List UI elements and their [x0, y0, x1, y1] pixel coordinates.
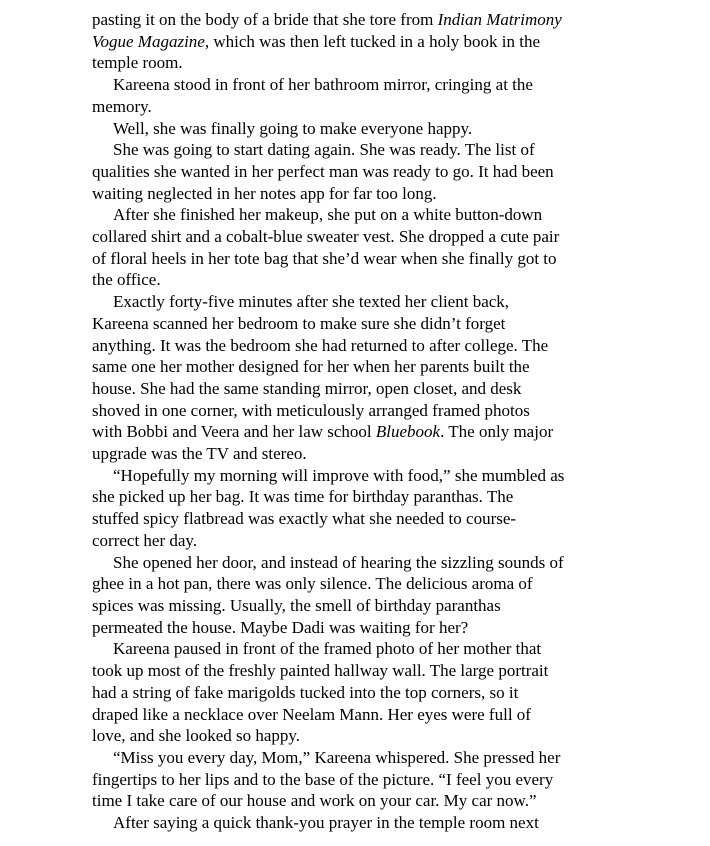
text-segment: anything. It was the bedroom she had returned to after college. The — [92, 335, 549, 355]
text-segment: stuffed spicy flatbread was exactly what she needed to course- — [92, 509, 517, 529]
text-line — [92, 356, 652, 378]
text-segment: Exactly forty-five minutes after she texted her client back, — [113, 292, 510, 312]
italic-book-title-text: Vogue Magazine — [92, 31, 205, 51]
text-line — [92, 704, 652, 726]
text-segment: qualities she wanted in her perfect man was ready to go. It had been — [92, 161, 554, 181]
text-line — [92, 421, 652, 443]
text-line — [92, 96, 652, 118]
text-segment: had a string of fake marigolds tucked into the top corners, so it — [92, 682, 519, 702]
text-line — [92, 400, 652, 422]
paragraph — [92, 9, 652, 74]
text-segment: temple room. — [92, 53, 183, 73]
text-line — [92, 486, 652, 508]
text-segment: “Hopefully my morning will improve with food,” she mumbled as — [113, 465, 565, 485]
text-line — [92, 617, 652, 639]
text-segment: “Miss you every day, Mom,” Kareena whispered. She pressed her — [113, 747, 561, 767]
text-segment: Kareena paused in front of the framed photo of her mother that — [113, 639, 542, 659]
text-line — [92, 248, 652, 270]
text-segment: Kareena scanned her bedroom to make sure she didn’t forget — [92, 313, 506, 333]
text-line — [92, 660, 652, 682]
book-page-text — [92, 9, 652, 834]
italic-book-title-text: Indian Matrimony — [437, 10, 562, 29]
text-line — [92, 313, 652, 335]
text-segment: Kareena stood in front of her bathroom mirror, cringing at the — [113, 75, 533, 95]
text-segment: After saying a quick thank-you prayer in the temple room next — [113, 813, 539, 833]
text-segment: collared shirt and a cobalt-blue sweater vest. She dropped a cute pair — [92, 227, 560, 247]
text-line — [92, 335, 652, 357]
text-segment: waiting neglected in her notes app for far too long. — [92, 183, 437, 203]
paragraph — [92, 747, 652, 812]
text-segment: draped like a necklace over Neelam Mann. Her eyes were full of — [92, 704, 531, 724]
text-line — [92, 552, 652, 574]
text-line — [92, 725, 652, 747]
text-line — [92, 573, 652, 595]
text-line — [92, 378, 652, 400]
text-line — [92, 747, 652, 769]
text-segment: she picked up her bag. It was time for birthday paranthas. The — [92, 487, 514, 507]
text-line — [92, 9, 652, 31]
text-line — [92, 161, 652, 183]
text-segment: Well, she was finally going to make everyone happy. — [113, 118, 473, 138]
paragraph — [92, 552, 652, 639]
paragraph — [92, 118, 652, 140]
text-segment: fingertips to her lips and to the base of the picture. “I feel you every — [92, 769, 554, 789]
text-segment: the office. — [92, 270, 161, 290]
paragraph — [92, 812, 652, 834]
text-line — [92, 118, 652, 140]
text-line — [92, 769, 652, 791]
text-line — [92, 52, 652, 74]
text-segment: pasting it on the body of a bride that she tore from — [92, 10, 438, 29]
text-segment: She was going to start dating again. She was ready. The list of — [113, 140, 535, 160]
italic-book-title-text: Bluebook — [375, 422, 441, 442]
text-segment: . The only major — [440, 422, 554, 442]
text-line — [92, 204, 652, 226]
text-line — [92, 183, 652, 205]
paragraph — [92, 291, 652, 465]
paragraph — [92, 638, 652, 747]
text-line — [92, 269, 652, 291]
text-segment: memory. — [92, 96, 152, 116]
text-line — [92, 443, 652, 465]
text-segment: , which was then left tucked in a holy book in the — [204, 31, 541, 51]
paragraph — [92, 74, 652, 117]
text-line — [92, 31, 652, 53]
text-segment: She opened her door, and instead of hearing the sizzling sounds of — [113, 552, 564, 572]
text-line — [92, 291, 652, 313]
text-line — [92, 595, 652, 617]
text-segment: shoved in one corner, with meticulously arranged framed photos — [92, 400, 530, 420]
text-line — [92, 638, 652, 660]
text-segment: upgrade was the TV and stereo. — [92, 444, 307, 464]
text-line — [92, 226, 652, 248]
text-segment: time I take care of our house and work on your car. My car now.” — [92, 791, 537, 811]
text-line — [92, 812, 652, 834]
text-line — [92, 74, 652, 96]
paragraph — [92, 204, 652, 291]
text-segment: love, and she looked so happy. — [92, 726, 301, 746]
text-segment: same one her mother designed for her when her parents built the — [92, 357, 530, 377]
text-line — [92, 465, 652, 487]
text-line — [92, 682, 652, 704]
text-segment: After she finished her makeup, she put on a white button-down — [113, 205, 543, 225]
text-segment: with Bobbi and Veera and her law school — [92, 422, 376, 442]
text-segment: correct her day. — [92, 530, 198, 550]
text-segment: of floral heels in her tote bag that she’d wear when she finally got to — [92, 248, 557, 268]
text-line — [92, 790, 652, 812]
text-line — [92, 530, 652, 552]
text-segment: ghee in a hot pan, there was only silence. The delicious aroma of — [92, 574, 533, 594]
text-segment: house. She had the same standing mirror, open closet, and desk — [92, 378, 522, 398]
text-line — [92, 139, 652, 161]
text-segment: spices was missing. Usually, the smell of birthday paranthas — [92, 595, 501, 615]
text-segment: took up most of the freshly painted hallway wall. The large portrait — [92, 661, 549, 681]
text-line — [92, 508, 652, 530]
text-segment: permeated the house. Maybe Dadi was waiting for her? — [92, 617, 469, 637]
paragraph — [92, 139, 652, 204]
paragraph — [92, 465, 652, 552]
